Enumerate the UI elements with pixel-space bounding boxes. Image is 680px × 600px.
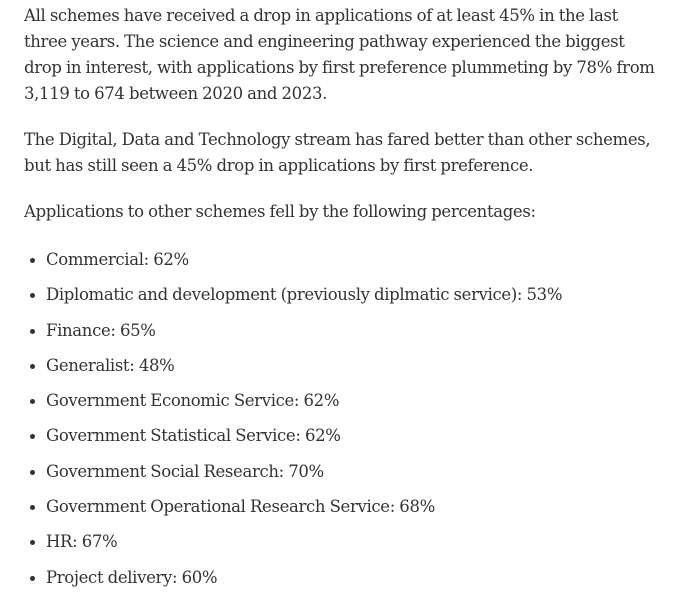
list-item [24,494,664,520]
paragraph-list-intro: Applications to other schemes fell by the following percentages: [24,202,536,221]
bullet-icon [30,434,35,439]
list-item [24,318,664,344]
list-item [24,353,664,379]
list-item-text: Government Statistical Service: 62% [46,426,341,446]
list-item [24,423,664,449]
list-item [24,459,664,485]
bullet-icon [30,470,35,475]
paragraph-schemes-drop: All schemes have received a drop in applications of at least 45% in the last three years. The science and engineering pathway experienced the biggest drop in interest, with applications by first preference plummeting by 78% from 3,119 to 674 between 2020 and 2023. [24,6,655,103]
list-item [24,247,664,273]
paragraph-digital-data-technology: The Digital, Data and Technology stream has fared better than other schemes, but has still seen a 45% drop in applications by first preference. [24,130,651,175]
bullet-icon [30,505,35,510]
list-item [24,565,664,591]
list-item-text: Government Operational Research Service: 68% [46,497,435,517]
article-body [24,3,664,600]
list-item-text: Government Social Research: 70% [46,461,324,481]
list-item-text: Diplomatic and development (previously diplmatic service): 53% [46,285,563,305]
list-item-text: HR: 67% [46,532,118,552]
list-item-text: Finance: 65% [46,320,156,340]
list-item [24,529,664,555]
bullet-icon [30,540,35,545]
list-item-text: Generalist: 48% [46,355,175,375]
bullet-icon [30,399,35,404]
percentage-list [24,247,664,591]
bullet-icon [30,258,35,263]
bullet-icon [30,329,35,334]
bullet-icon [30,293,35,298]
list-item-text: Project delivery: 60% [46,567,218,587]
list-item [24,388,664,414]
bullet-icon [30,364,35,369]
list-item-text: Commercial: 62% [46,250,189,269]
bullet-icon [30,576,35,581]
list-item-text: Government Economic Service: 62% [46,391,340,411]
list-item [24,282,664,308]
